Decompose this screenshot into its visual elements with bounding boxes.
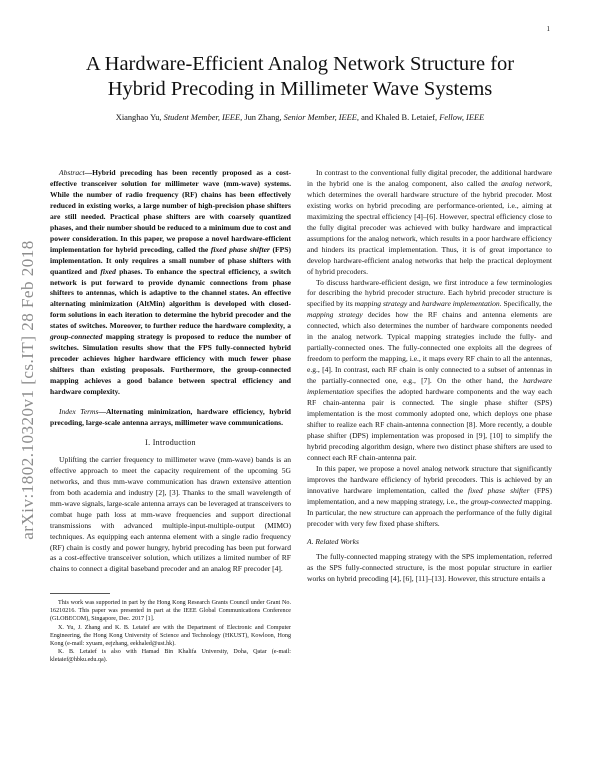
footnotes bbox=[50, 599, 291, 665]
abstract-text-4: mapping strategy is proposed to reduce the number of switches. Simulation results show that the FPS fully-connected hybrid precoder achieves higher hardware efficiency with much fewer phase shifters than existing proposals. Furthermore, the group-connected mapping achieves a good balance between spectral efficiency and hardware complexity. bbox=[50, 332, 291, 397]
right-paragraph-1 bbox=[307, 168, 552, 278]
rp2-text-d: decides how the RF chains and antenna elements are connected, which also determines the number of hardware components needed in the analog network. Typical mapping strategies include the fully- and partially-connected ones. The fully-connected one exploits all the degrees of freedom to perform the mapping, i.e., it maps every RF chain to all the antennas, e.g., [4]. In contrast, each RF chain is only connected to a subset of antennas in the partially-connected one, e.g., [7]. On the other hand, the bbox=[307, 310, 552, 386]
rp2-text-e: specifies the adopted hardware components and the way each RF chain-antenna pair is connected. The single phase shifter (SPS) implementation is the most commonly adopted one, which deploys one phase shifter to realize each RF chain-antenna connection [8]. More recently, a double phase shifter (DPS) implementation was proposed in [9], [10] to simplify the hybrid precoding algorithm design, where two distinct phase shifters are used to connect each RF chain-antenna pair. bbox=[307, 387, 552, 462]
rp2-em-1: mapping strategy bbox=[354, 299, 408, 309]
index-terms-text: —Alternating minimization, hardware efficiency, hybrid precoding, large-scale antenna arrays, millimeter wave communications. bbox=[50, 407, 292, 427]
author-3-role: Fellow, IEEE bbox=[439, 113, 485, 122]
footnote-rule bbox=[50, 593, 110, 594]
abstract-em-3: group-connected bbox=[50, 332, 103, 342]
rp1-text-b: , which determines the overall hardware structure of the hybrid precoder. Most existing works on hybrid precoding are performance-oriented, i.e., aiming at maximizing the spectral efficiency [4]–[6]. However, spectral efficiency close to the fully digital precoder was achieved with bulky hardware and impractical assumptions for the analog network, which results in a poor hardware efficiency and hinders its practical implementation. Thus, it is of great importance to develop hardware-efficient analog networks that help the practical deployment of hybrid precoders. bbox=[307, 178, 552, 276]
subsection-heading-related-works: A. Related Works bbox=[307, 537, 359, 547]
author-line bbox=[50, 113, 550, 122]
title-line-2: Hybrid Precoding in Millimeter Wave Systems bbox=[107, 78, 493, 100]
rp1-em: analog network bbox=[501, 178, 551, 188]
rp2-text-b: and bbox=[407, 299, 422, 309]
right-paragraph-2 bbox=[307, 278, 552, 464]
rp1-text-a: In contrast to the conventional fully digital precoder, the additional hardware in the hybrid one is the analog component, also called the bbox=[307, 168, 552, 188]
rp3-em-1: fixed phase shifter bbox=[468, 485, 530, 495]
intro-paragraph-1: Uplifting the carrier frequency to millimeter wave (mm-wave) bands is an effective approach to meet the capacity requirement of the upcoming 5G networks, and thus mm-wave communication has drawn extensive attention from both academia and industry [2], [3]. Thanks to the small wavelength of mm-wave signals, large-scale antenna arrays can be leveraged at transceivers to combat huge path loss at mm-wave frequencies and support directional transmissions with advanced multiple-input-multiple-output (MIMO) techniques. As equipping each antenna element with a single radio frequency (RF) chain is costly and power hungry, hybrid precoding has been put forward as a cost-effective transceiver solution, which utilizes a limited number of RF chains to connect a digital baseband precoder and an analog RF precoder [4]. bbox=[50, 454, 291, 574]
rp3-text-a: In this paper, we propose a novel analog network structure that significantly improves the hardware efficiency of hybrid precoders. This is achieved by an innovative hardware implementation, called the bbox=[307, 463, 552, 495]
author-2-role: Senior Member, IEEE, bbox=[283, 113, 359, 122]
section-heading-introduction: I. Introduction bbox=[145, 437, 196, 447]
page-number: 1 bbox=[546, 25, 550, 33]
rp3-text-b: (FPS) implementation, and a new mapping strategy, i.e., the bbox=[307, 485, 552, 506]
abstract-text-3: phases. To enhance the spectral efficiency, a switch network is put forward to provide dynamic connections from phase shifters to antennas, which is adaptive to the channel states. An effective alternating minimization (AltMin) algorithm is developed with closed-form solutions in each iteration to determine the hybrid precoder and the states of switches. Moreover, to further reduce the hardware complexity, a bbox=[50, 266, 291, 331]
rp2-em-2: hardware implementation bbox=[422, 299, 500, 309]
arxiv-stamp-text: arXiv:1802.10320v1 [cs.IT] 28 Feb 2018 bbox=[18, 240, 37, 540]
abstract-text-2: (FPS) implementation. It only requires a small number of phase shifters with quantized and bbox=[50, 244, 291, 276]
abstract-text-1: —Hybrid precoding has been recently proposed as a cost-effective transceiver solution for millimeter wave (mm-wave) systems. While the number of radio frequency (RF) chains has been effectively reduced in existing works, a large number of high-precision phase shifters are still needed. Practical phase shifters are with coarsely quantized phases, and their number should be reduced to a minimum due to cost and power consideration. In this paper, we propose a novel hardware-efficient implementation for hybrid precoding, called the bbox=[50, 168, 291, 254]
abstract-em-2: fixed bbox=[100, 266, 116, 276]
footnote-affiliation: X. Yu, J. Zhang and K. B. Letaief are with the Department of Electronic and Computer Engineering, the Hong Kong University of Science and Technology (HKUST), Kowloon, Hong Kong (e-mail: xyuam, eejzhang, eekhaled@ust.hk). bbox=[50, 624, 291, 648]
index-terms bbox=[50, 407, 291, 429]
abstract-em-1: fixed phase shifter bbox=[210, 244, 270, 254]
right-paragraph-4: The fully-connected mapping strategy with the SPS implementation, referred as the SPS fully-connected structure, is the most popular structure in earlier works on hybrid precoding [4], [6], [11]–[13]. However, this structure entails a bbox=[307, 552, 552, 584]
right-column bbox=[307, 168, 552, 585]
arxiv-stamp bbox=[8, 200, 48, 580]
rp3-text-c: mapping. In particular, the new structure can approach the performance of the fully digital precoder with very few fixed phase shifters. bbox=[307, 496, 552, 528]
footnote-affiliation-2: K. B. Letaief is also with Hamad Bin Khalifa University, Doha, Qatar (e-mail: kletaief@hbku.edu.qa). bbox=[50, 649, 291, 664]
rp3-em-2: group-connected bbox=[470, 496, 522, 506]
author-1: Xianghao Yu, bbox=[115, 113, 162, 122]
rp2-em-4: hardware implementation bbox=[307, 376, 552, 397]
footnote-funding: This work was supported in part by the Hong Kong Research Grants Council under Grant No. 16210216. This paper was presented in part at the IEEE Global Communications Conference (GLOBECOM), Singapore, Dec. 2017 [1]. bbox=[50, 600, 291, 623]
abstract-lead: Abstract bbox=[59, 168, 85, 177]
right-paragraph-3 bbox=[307, 464, 552, 530]
rp2-text-a: To discuss hardware-efficient design, we first introduce a few terminologies for describing the hybrid precoder structure. Each hybrid precoder structure is specified by its bbox=[307, 277, 552, 309]
title-line-1: A Hardware-Efficient Analog Network Structure for bbox=[85, 53, 515, 75]
paper-title bbox=[60, 52, 540, 102]
abstract bbox=[50, 168, 291, 398]
author-2: Jun Zhang, bbox=[244, 113, 282, 122]
rp2-em-3: mapping strategy bbox=[307, 310, 363, 320]
index-terms-lead: Index Terms bbox=[59, 407, 99, 417]
author-3: and Khaled B. Letaief, bbox=[361, 113, 438, 122]
author-1-role: Student Member, IEEE, bbox=[163, 113, 243, 122]
rp2-text-c: . Specifically, the bbox=[499, 299, 553, 309]
left-column bbox=[50, 168, 291, 575]
